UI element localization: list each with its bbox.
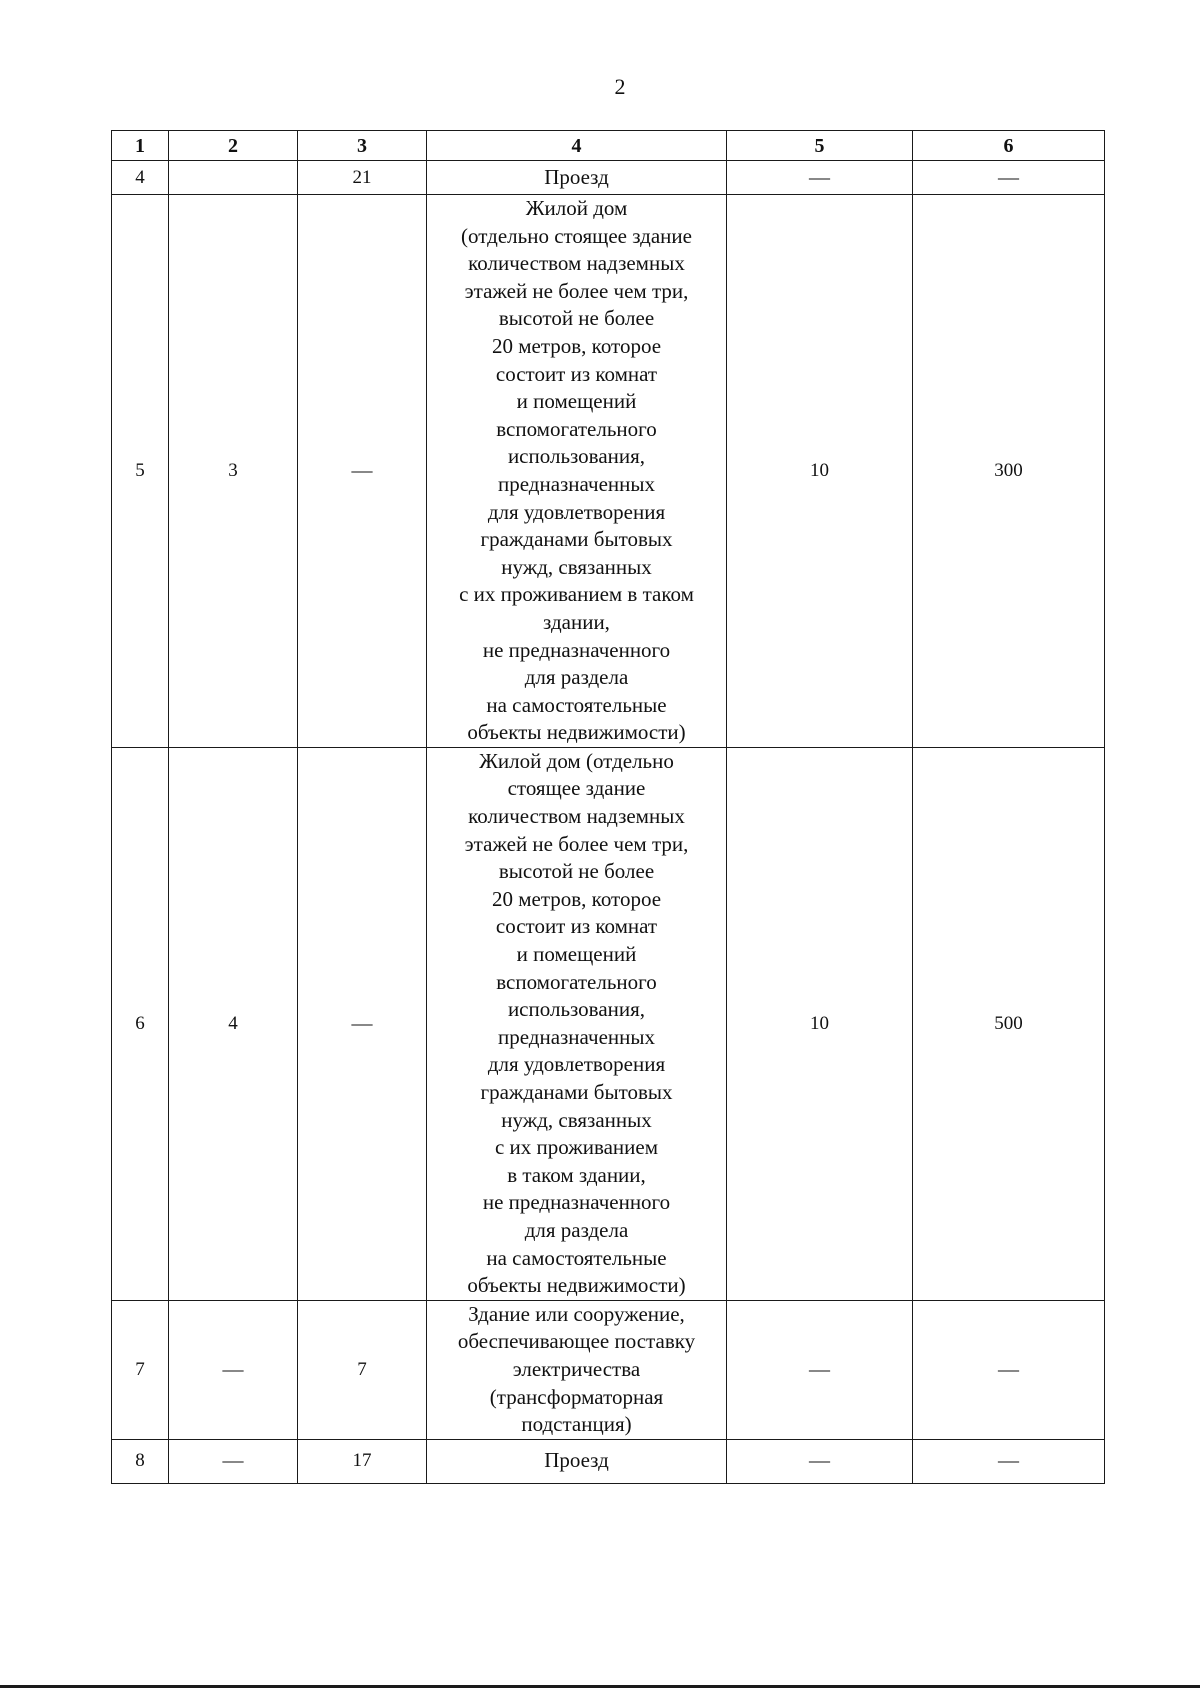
- cell-col-6: 500: [913, 747, 1105, 1300]
- table-row: [112, 161, 1105, 195]
- cell-number: 5: [112, 195, 169, 748]
- cell-col-2: 3: [169, 195, 298, 748]
- cell-number: 7: [112, 1300, 169, 1439]
- cell-number: 8: [112, 1439, 169, 1483]
- header-col-4: 4: [427, 131, 727, 161]
- cell-col-3: —: [298, 195, 427, 748]
- cell-col-2: 4: [169, 747, 298, 1300]
- cell-description: Жилой дом (отдельно стоящее здание количеством надземных этажей не более чем три, высотой не более 20 метров, которое состоит из комнат и помещений вспомогательного использования, предназначенных для удовлетворения гражданами бытовых нужд, связанных с их проживанием в таком здании, не предназначенного для раздела на самостоятельные объекты недвижимости): [427, 195, 727, 748]
- table-row: [112, 1300, 1105, 1439]
- document-table: [111, 130, 1105, 1484]
- cell-number: 4: [112, 161, 169, 195]
- table-header-row: [112, 131, 1105, 161]
- cell-description: Проезд: [427, 161, 727, 195]
- cell-col-5: 10: [727, 195, 913, 748]
- header-col-1: 1: [112, 131, 169, 161]
- cell-col-3: 7: [298, 1300, 427, 1439]
- cell-col-3: —: [298, 747, 427, 1300]
- cell-col-6: 300: [913, 195, 1105, 748]
- table-row: [112, 195, 1105, 748]
- header-col-2: 2: [169, 131, 298, 161]
- cell-description: Здание или сооружение, обеспечивающее поставку электричества (трансформаторная подстанция): [427, 1300, 727, 1439]
- cell-col-2: —: [169, 1439, 298, 1483]
- cell-col-6: —: [913, 1300, 1105, 1439]
- cell-col-5: 10: [727, 747, 913, 1300]
- cell-col-5: —: [727, 161, 913, 195]
- cell-col-6: —: [913, 161, 1105, 195]
- table-row: [112, 1439, 1105, 1483]
- table-row: [112, 747, 1105, 1300]
- cell-description: Жилой дом (отдельно стоящее здание количеством надземных этажей не более чем три, высотой не более 20 метров, которое состоит из комнат и помещений вспомогательного использования, предназначенных для удовлетворения гражданами бытовых нужд, связанных с их проживанием в таком здании, не предназначенного для раздела на самостоятельные объекты недвижимости): [427, 747, 727, 1300]
- cell-col-3: 21: [298, 161, 427, 195]
- cell-col-5: —: [727, 1300, 913, 1439]
- cell-number: 6: [112, 747, 169, 1300]
- cell-col-2: [169, 161, 298, 195]
- header-col-5: 5: [727, 131, 913, 161]
- header-col-3: 3: [298, 131, 427, 161]
- cell-col-5: —: [727, 1439, 913, 1483]
- cell-col-2: —: [169, 1300, 298, 1439]
- page-number: 2: [614, 74, 626, 99]
- cell-description: Проезд: [427, 1439, 727, 1483]
- cell-col-6: —: [913, 1439, 1105, 1483]
- page-bottom-edge: [0, 1685, 1200, 1688]
- header-col-6: 6: [913, 131, 1105, 161]
- cell-col-3: 17: [298, 1439, 427, 1483]
